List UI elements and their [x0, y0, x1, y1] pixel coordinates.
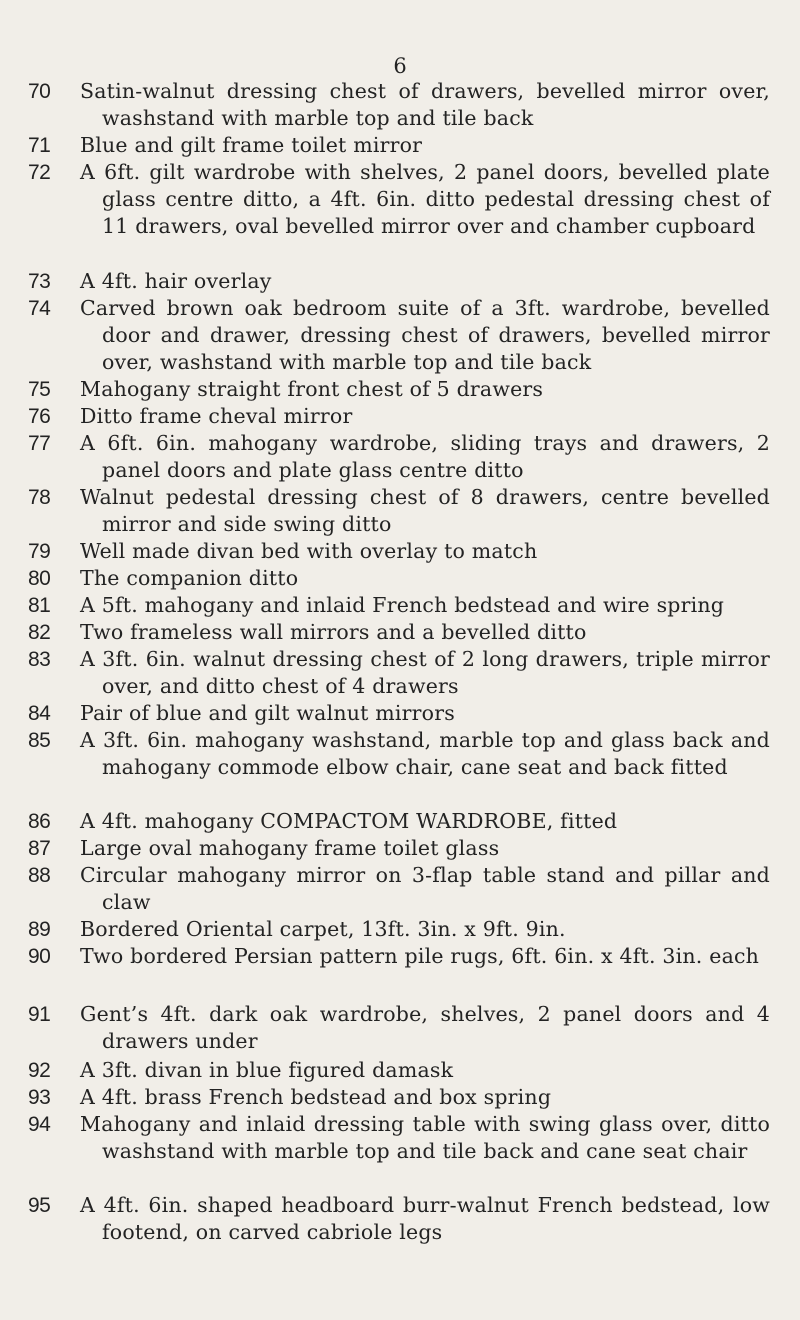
lot-description: A 4ft. 6in. shaped headboard burr-walnut French bedstead, low footend, on carved cabriole legs	[80, 1193, 770, 1245]
lot-number: 86	[28, 810, 51, 833]
lot-number: 87	[28, 837, 51, 860]
lot-description: Ditto frame cheval mirror	[80, 404, 353, 428]
lot-description: Bordered Oriental carpet, 13ft. 3in. x 9ft. 9in.	[80, 917, 566, 941]
lot-number: 81	[28, 594, 51, 617]
lot-description: A 4ft. hair overlay	[80, 269, 272, 293]
lot-description: A 3ft. divan in blue figured damask	[80, 1058, 454, 1082]
lot-number: 74	[28, 297, 51, 320]
lot-description: Carved brown oak bedroom suite of a 3ft. wardrobe, bevelled door and drawer, dressing chest of drawers, bevelled mirror over, washstand with marble top and tile back	[80, 296, 770, 375]
lot-description: Gent’s 4ft. dark oak wardrobe, shelves, 2 panel doors and 4 drawers under	[80, 1002, 770, 1054]
lot-description: A 5ft. mahogany and inlaid French bedstead and wire spring	[80, 593, 725, 617]
lot-description: Mahogany straight front chest of 5 drawers	[80, 377, 544, 401]
lot-description: Large oval mahogany frame toilet glass	[80, 836, 500, 860]
lot-description: Circular mahogany mirror on 3-flap table stand and pillar and claw	[80, 863, 770, 915]
lot-number: 94	[28, 1113, 51, 1136]
lot-description: A 6ft. 6in. mahogany wardrobe, sliding trays and drawers, 2 panel doors and plate glass centre ditto	[80, 431, 770, 483]
lot-number: 85	[28, 729, 51, 752]
lot-description: A 6ft. gilt wardrobe with shelves, 2 panel doors, bevelled plate glass centre ditto, a 4ft. 6in. ditto pedestal dressing chest of 11 drawers, oval bevelled mirror over and chamber cupboard	[80, 160, 770, 239]
lot-number: 72	[28, 161, 51, 184]
lot-number: 75	[28, 378, 51, 401]
lot-description: Well made divan bed with overlay to match	[80, 539, 538, 563]
lot-number: 71	[28, 134, 51, 157]
lot-description: Mahogany and inlaid dressing table with swing glass over, ditto washstand with marble top and tile back and cane seat chair	[80, 1112, 770, 1164]
lot-number: 84	[28, 702, 51, 725]
lot-number: 73	[28, 270, 51, 293]
lot-description: Two bordered Persian pattern pile rugs, 6ft. 6in. x 4ft. 3in. each	[80, 944, 760, 968]
lot-description: Pair of blue and gilt walnut mirrors	[80, 701, 455, 725]
lot-number: 83	[28, 648, 51, 671]
lot-number: 93	[28, 1086, 51, 1109]
lot-description: A 4ft. mahogany COMPACTOM WARDROBE, fitted	[80, 809, 618, 833]
lot-number: 80	[28, 567, 51, 590]
lot-number: 90	[28, 945, 51, 968]
lot-number: 77	[28, 432, 51, 455]
lot-number: 88	[28, 864, 51, 887]
page-number: 6	[393, 54, 407, 78]
lot-description: Walnut pedestal dressing chest of 8 drawers, centre bevelled mirror and side swing ditto	[80, 485, 770, 537]
lot-description: Blue and gilt frame toilet mirror	[80, 133, 423, 157]
lot-number: 76	[28, 405, 51, 428]
lot-description: Satin-walnut dressing chest of drawers, bevelled mirror over, washstand with marble top and tile back	[80, 79, 770, 131]
lot-number: 91	[28, 1003, 51, 1026]
lot-description: A 3ft. 6in. walnut dressing chest of 2 long drawers, triple mirror over, and ditto chest of 4 drawers	[80, 647, 770, 699]
lot-number: 82	[28, 621, 51, 644]
lot-description: Two frameless wall mirrors and a bevelled ditto	[80, 620, 587, 644]
lot-description: The companion ditto	[80, 566, 299, 590]
lot-description: A 4ft. brass French bedstead and box spring	[80, 1085, 552, 1109]
lot-number: 78	[28, 486, 51, 509]
lot-number: 79	[28, 540, 51, 563]
lot-number: 70	[28, 80, 51, 103]
lot-description: A 3ft. 6in. mahogany washstand, marble top and glass back and mahogany commode elbow chair, cane seat and back fitted	[80, 728, 770, 780]
lot-number: 95	[28, 1194, 51, 1217]
lot-number: 89	[28, 918, 51, 941]
lot-number: 92	[28, 1059, 51, 1082]
